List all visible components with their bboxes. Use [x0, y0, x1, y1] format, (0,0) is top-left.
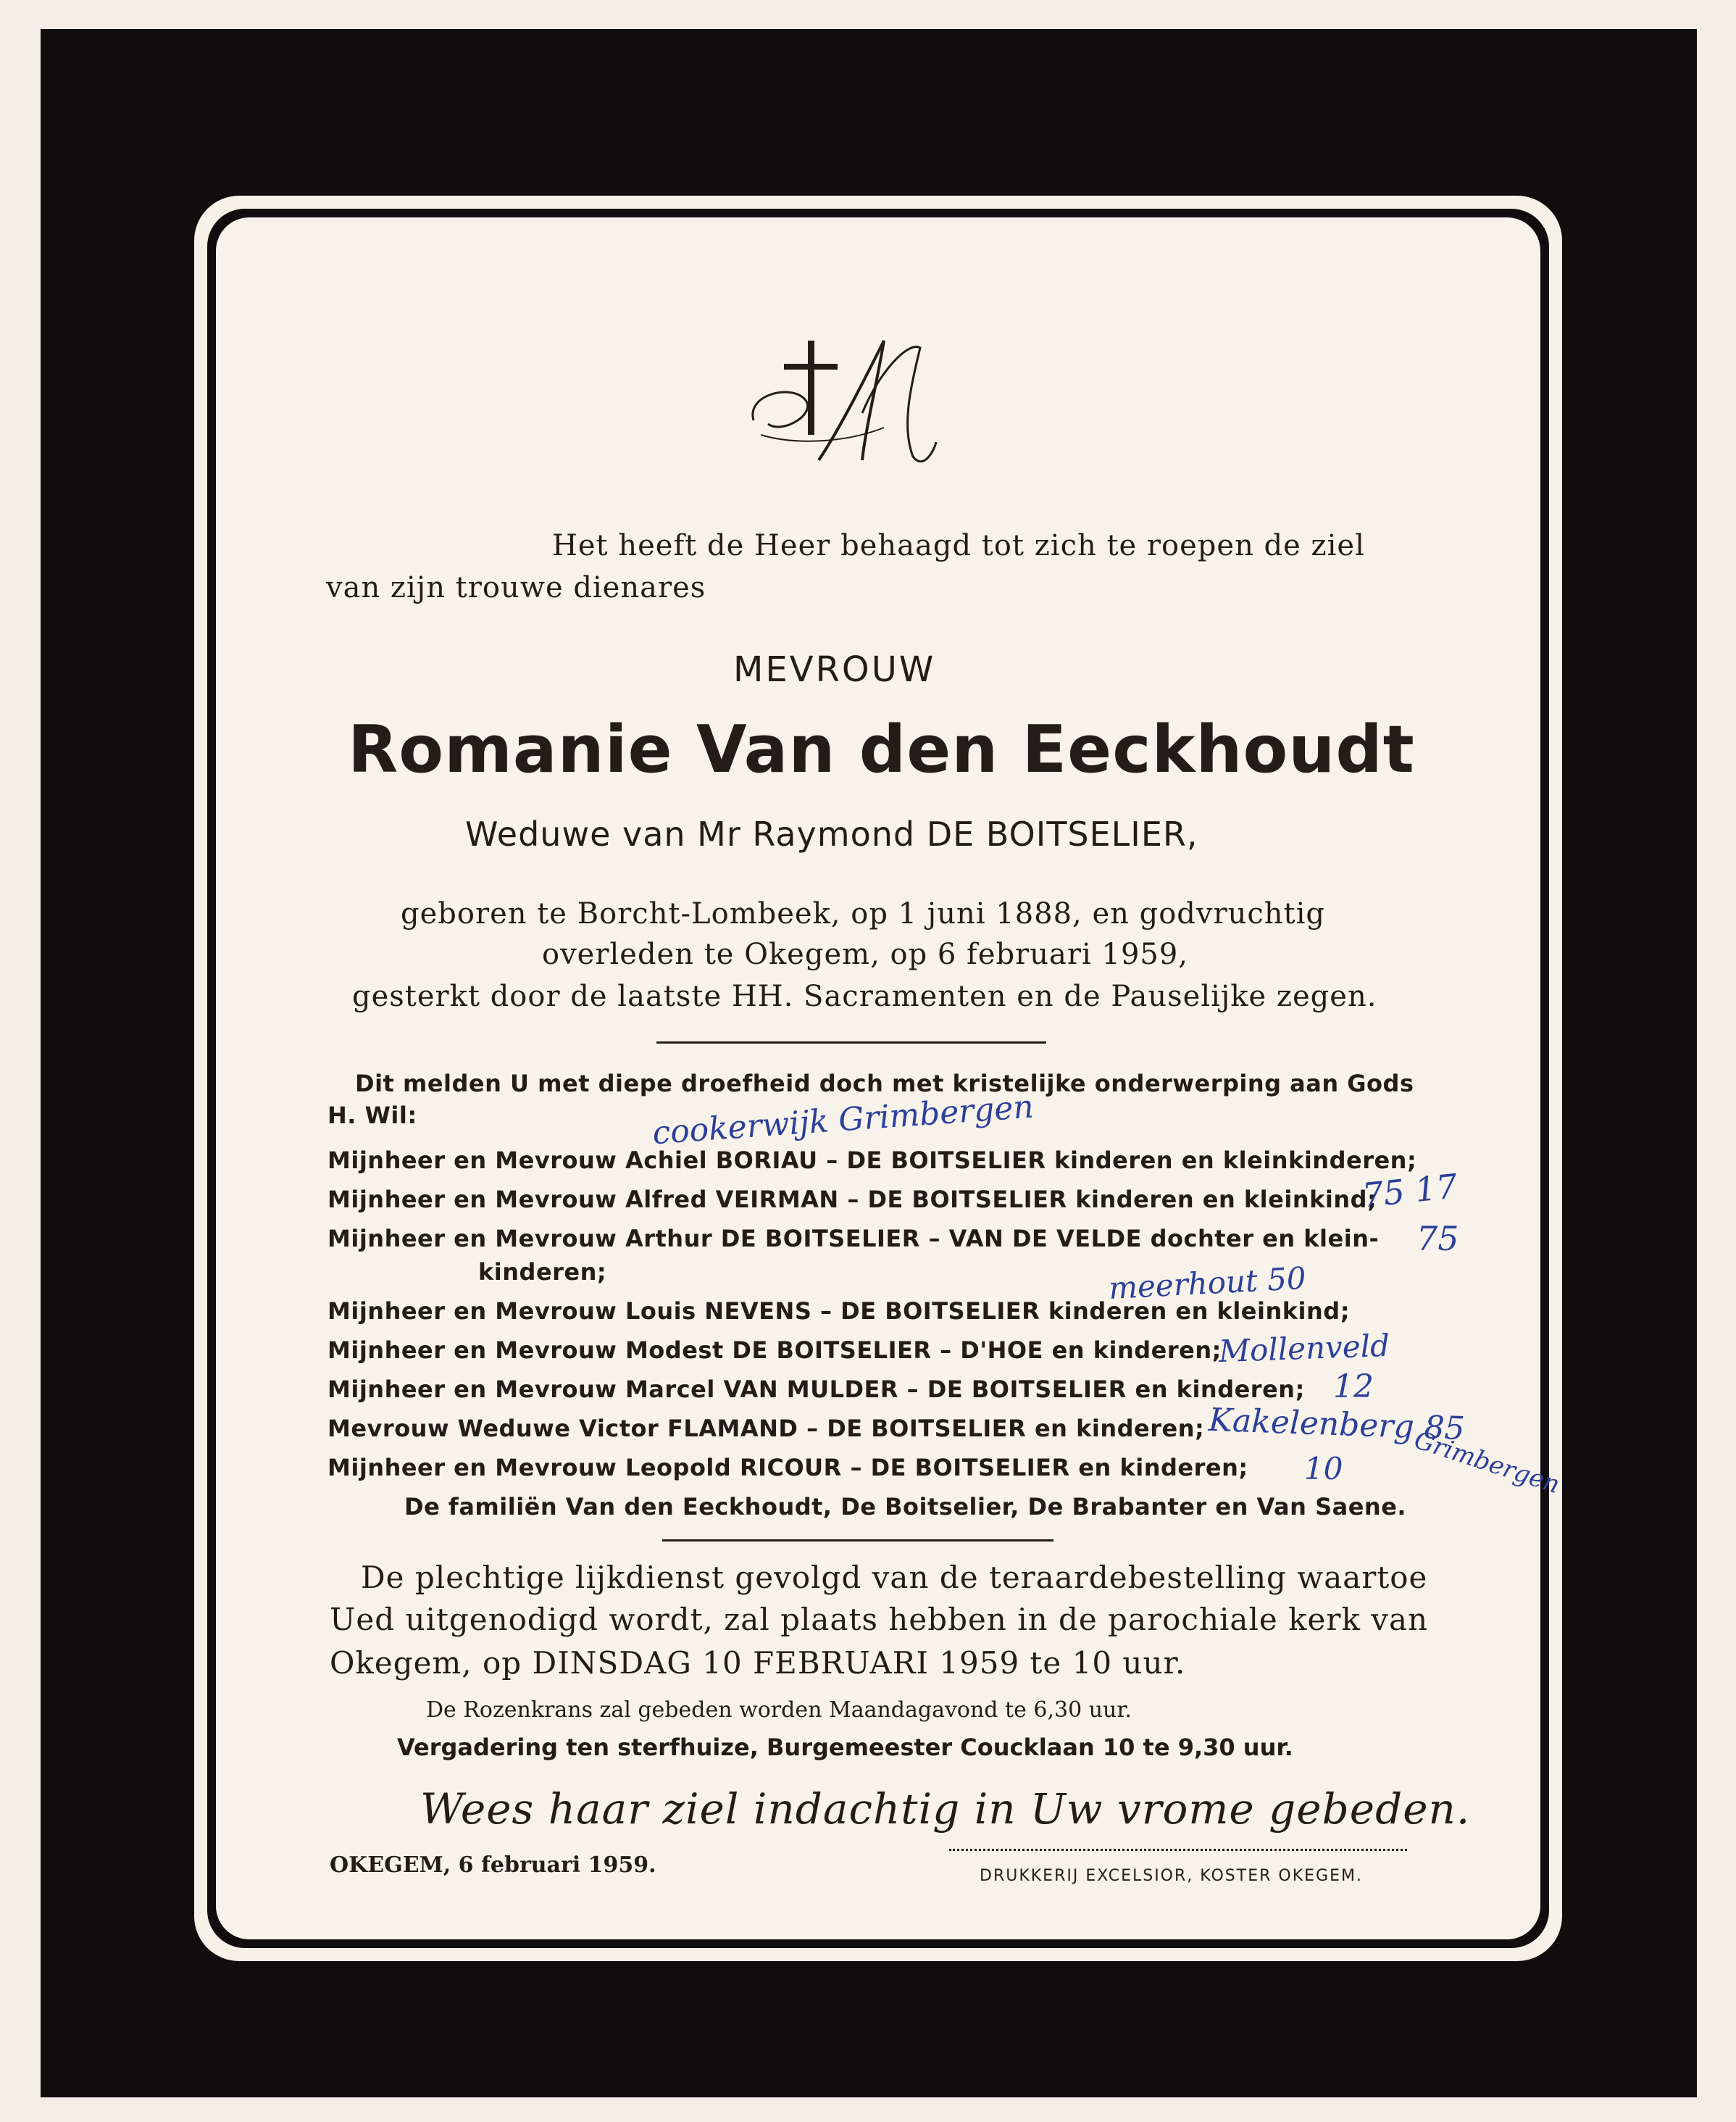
handwritten-note: meerhout 50	[1107, 1260, 1307, 1307]
divider-top	[656, 1041, 1046, 1044]
announcement-line-2: H. Wil:	[327, 1102, 417, 1129]
handwritten-note: 12	[1333, 1368, 1374, 1405]
family-line: Mijnheer en Mevrouw Marcel VAN MULDER – DE BOITSELIER en kinderen;	[327, 1376, 1305, 1403]
printer-credit: DRUKKERIJ EXCELSIOR, KOSTER OKEGEM.	[980, 1867, 1363, 1885]
intro-line-1: Het heeft de Heer behaagd tot zich te roepen de ziel	[552, 529, 1365, 562]
family-line: Mijnheer en Mevrouw Achiel BORIAU – DE BOITSELIER kinderen en kleinkinderen;	[327, 1147, 1417, 1174]
handwritten-note: Grimbergen	[1410, 1425, 1564, 1500]
gathering-line: Vergadering ten sterfhuize, Burgemeester Coucklaan 10 te 9,30 uur.	[397, 1734, 1293, 1761]
birth-line: geboren te Borcht-Lombeek, op 1 juni 1888, en godvruchtig	[401, 897, 1326, 931]
service-line-3: Okegem, op DINSDAG 10 FEBRUARI 1959 te 10 uur.	[330, 1645, 1186, 1681]
announcement-line-1: Dit melden U met diepe droefheid doch met kristelijke onderwerping aan Gods	[355, 1070, 1414, 1097]
family-line: Mijnheer en Mevrouw Arthur DE BOITSELIER – VAN DE VELDE dochter en klein-	[327, 1225, 1380, 1252]
death-line: overleden te Okegem, op 6 februari 1959,	[542, 938, 1189, 971]
family-line: Mijnheer en Mevrouw Louis NEVENS – DE BOITSELIER kinderen en kleinkind;	[327, 1297, 1350, 1325]
family-line: Mijnheer en Mevrouw Modest DE BOITSELIER – D'HOE en kinderen;	[327, 1336, 1222, 1364]
handwritten-note: cookerwijk Grimbergen	[651, 1088, 1035, 1152]
service-line-1: De plechtige lijkdienst gevolgd van de teraardebestelling waartoe	[361, 1560, 1428, 1595]
handwritten-note: 75 17	[1360, 1166, 1460, 1215]
intro-line-2: van zijn trouwe dienares	[326, 571, 706, 604]
place-date: OKEGEM, 6 februari 1959.	[330, 1852, 656, 1878]
family-line: Mijnheer en Mevrouw Leopold RICOUR – DE BOITSELIER en kinderen;	[327, 1454, 1248, 1481]
family-line: Mijnheer en Mevrouw Alfred VEIRMAN – DE BOITSELIER kinderen en kleinkind;	[327, 1186, 1377, 1213]
sacraments-line: gesterkt door de laatste HH. Sacramenten en de Pauselijke zegen.	[352, 980, 1377, 1013]
handwritten-note: 75	[1416, 1219, 1459, 1258]
widow-of-line: Weduwe van Mr Raymond DE BOITSELIER,	[465, 815, 1198, 854]
divider-bottom	[662, 1539, 1053, 1541]
motto: Wees haar ziel indachtig in Uw vrome gebeden.	[420, 1784, 1471, 1834]
family-line: Mevrouw Weduwe Victor FLAMAND – DE BOITSELIER en kinderen;	[327, 1415, 1205, 1442]
handwritten-note: Kakelenberg 85	[1208, 1401, 1466, 1448]
service-line-2: Ued uitgenodigd wordt, zal plaats hebben in de parochiale kerk van	[330, 1602, 1429, 1637]
family-line: De familiën Van den Eeckhoudt, De Boitselier, De Brabanter en Van Saene.	[404, 1493, 1407, 1520]
dotted-rule	[949, 1849, 1407, 1851]
deceased-name: Romanie Van den Eeckhoudt	[348, 712, 1415, 788]
honorific-title: MEVROUW	[733, 649, 936, 690]
handwritten-note: 10	[1304, 1451, 1343, 1486]
handwritten-note: Mollenveld	[1218, 1327, 1390, 1370]
cross-monogram-icon	[739, 326, 956, 478]
rosary-line: De Rozenkrans zal gebeden worden Maandagavond te 6,30 uur.	[426, 1697, 1132, 1723]
family-line: kinderen;	[478, 1258, 607, 1286]
